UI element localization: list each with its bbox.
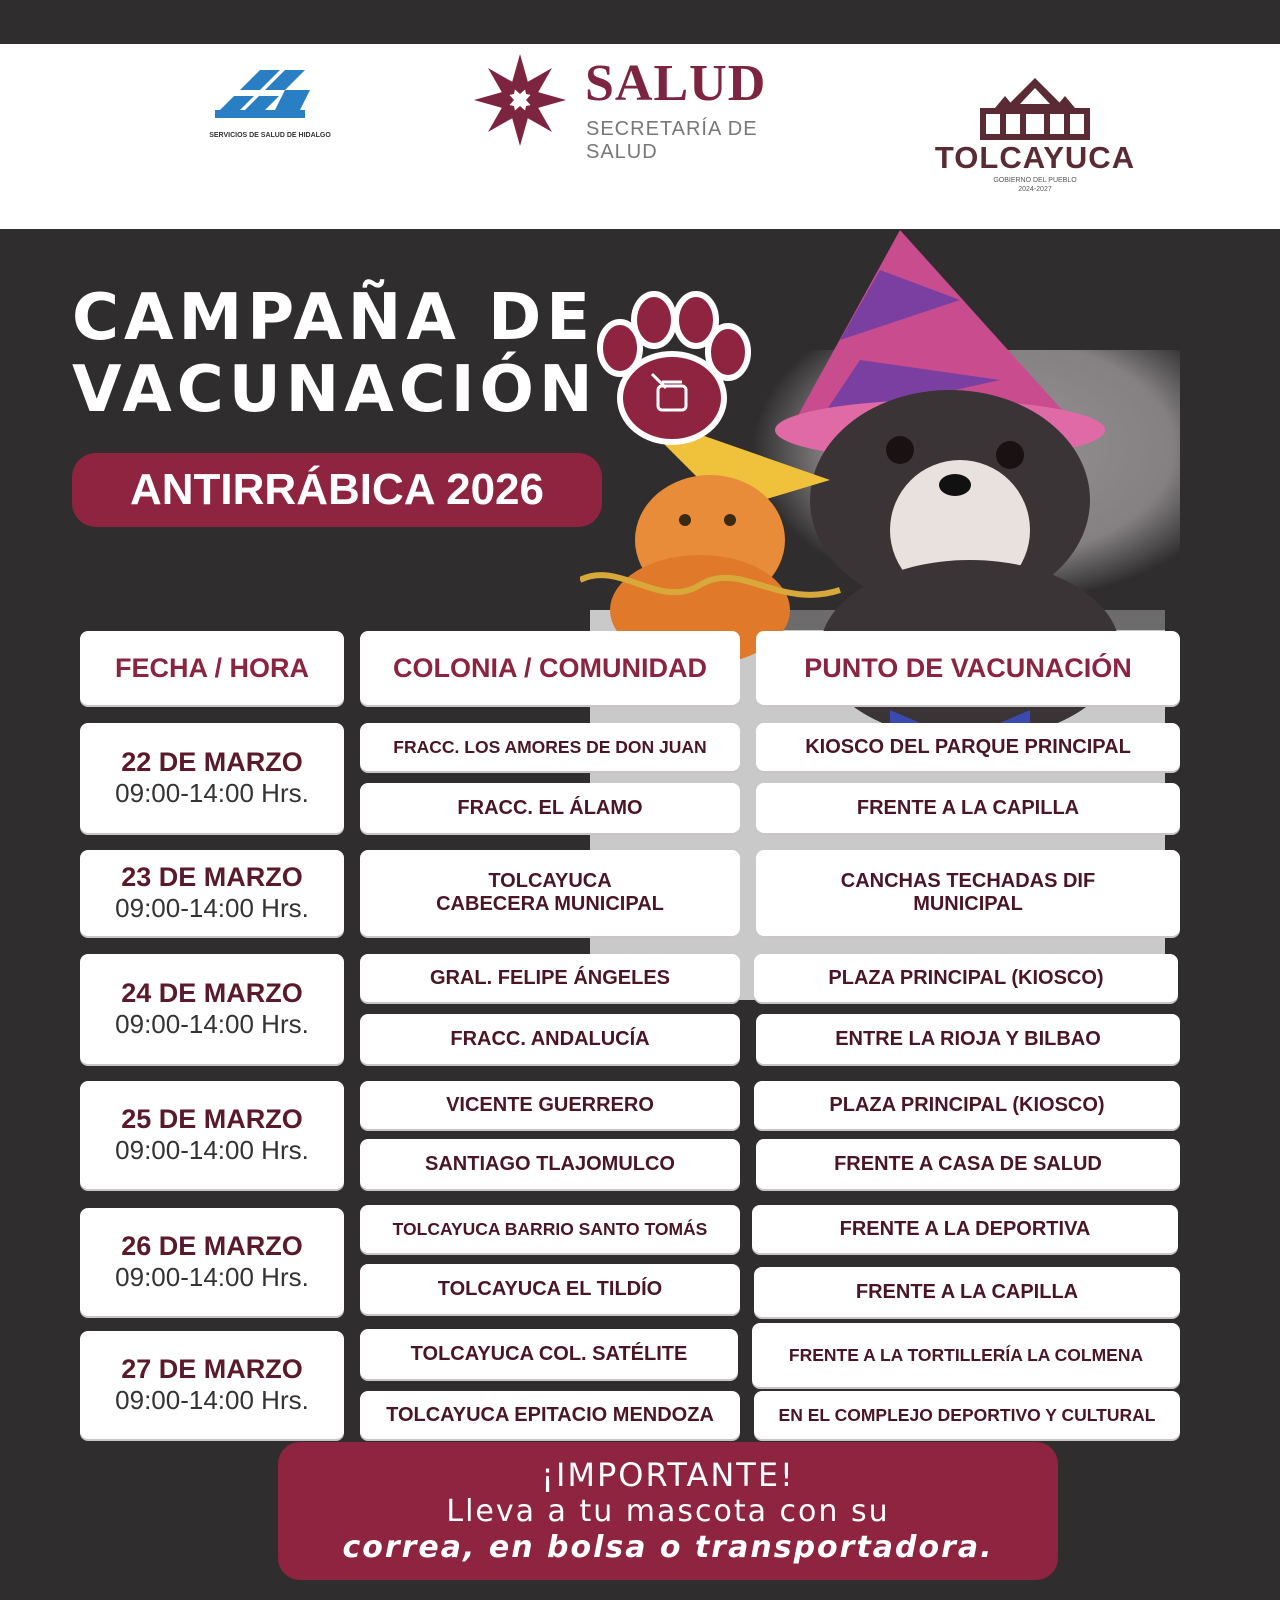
hours-label: 09:00-14:00 Hrs. — [115, 778, 309, 808]
punto-cell: FRENTE A LA DEPORTIVA — [752, 1205, 1178, 1253]
punto-cell: EN EL COMPLEJO DEPORTIVO Y CULTURAL — [754, 1391, 1180, 1439]
tolcayuca-sub1: GOBIERNO DEL PUEBLO — [993, 177, 1077, 184]
punto-cell: PLAZA PRINCIPAL (KIOSCO) — [754, 954, 1178, 1002]
colonia-cell: FRACC. LOS AMORES DE DON JUAN — [360, 723, 740, 771]
title-line2: VACUNACIÓN — [72, 353, 598, 427]
date-label: 24 DE MARZO — [121, 978, 303, 1008]
salud-subtitle: SECRETARÍA DE SALUD — [586, 118, 758, 163]
colonia-cell: GRAL. FELIPE ÁNGELES — [360, 954, 740, 1002]
colonia-cell: TOLCAYUCA BARRIO SANTO TOMÁS — [360, 1205, 740, 1253]
tolcayuca-wordmark: TOLCAYUCA — [934, 140, 1136, 175]
paw-icon — [592, 290, 752, 450]
date-label: 22 DE MARZO — [121, 747, 303, 777]
hours-label: 09:00-14:00 Hrs. — [115, 1385, 309, 1415]
punto-cell: FRENTE A LA CAPILLA — [756, 783, 1180, 833]
date-cell — [80, 1208, 344, 1316]
campaign-title — [72, 282, 598, 426]
colonia-cell: SANTIAGO TLAJOMULCO — [360, 1139, 740, 1189]
date-cell — [80, 850, 344, 936]
punto-line1: CANCHAS TECHADAS DIF — [840, 870, 1096, 892]
ssh-logo-icon — [200, 60, 340, 130]
salud-logo — [470, 50, 830, 163]
hours-label: 09:00-14:00 Hrs. — [115, 893, 309, 923]
colonia-cell: VICENTE GUERRERO — [360, 1081, 740, 1129]
tolcayuca-subtitle — [920, 176, 1150, 194]
date-cell — [80, 1081, 344, 1189]
hours-label: 09:00-14:00 Hrs. — [115, 1262, 309, 1292]
punto-cell: ENTRE LA RIOJA Y BILBAO — [756, 1014, 1180, 1064]
punto-cell — [756, 850, 1180, 936]
hours-label: 09:00-14:00 Hrs. — [115, 1135, 309, 1165]
ssh-logo — [200, 60, 340, 160]
ssh-caption: SERVICIOS DE SALUD DE HIDALGO — [209, 132, 331, 139]
header-punto: PUNTO DE VACUNACIÓN — [756, 631, 1180, 705]
header-colonia: COLONIA / COMUNIDAD — [360, 631, 740, 705]
colonia-cell: TOLCAYUCA EL TILDÍO — [360, 1264, 740, 1314]
date-cell — [80, 1331, 344, 1439]
date-label: 27 DE MARZO — [121, 1354, 303, 1384]
fret-pattern-icon — [920, 30, 1150, 140]
colonia-cell: TOLCAYUCA EPITACIO MENDOZA — [360, 1391, 740, 1439]
tolcayuca-sub2: 2024-2027 — [1018, 186, 1052, 193]
important-title: ¡IMPORTANTE! — [541, 1456, 795, 1494]
salud-wordmark: SALUD — [585, 55, 767, 112]
header-fecha: FECHA / HORA — [80, 631, 344, 705]
punto-line2: MUNICIPAL — [913, 893, 1023, 915]
date-label: 25 DE MARZO — [121, 1104, 303, 1134]
important-line2: correa, en bolsa o transportadora. — [342, 1530, 994, 1565]
date-cell — [80, 954, 344, 1064]
date-cell — [80, 723, 344, 833]
punto-cell: PLAZA PRINCIPAL (KIOSCO) — [754, 1081, 1180, 1129]
punto-cell: FRENTE A LA CAPILLA — [754, 1267, 1180, 1317]
colonia-cell: FRACC. ANDALUCÍA — [360, 1014, 740, 1064]
tolcayuca-logo — [920, 30, 1150, 200]
hours-label: 09:00-14:00 Hrs. — [115, 1009, 309, 1039]
colonia-cell: TOLCAYUCA COL. SATÉLITE — [360, 1329, 738, 1379]
punto-cell: FRENTE A CASA DE SALUD — [756, 1139, 1180, 1189]
punto-cell: KIOSCO DEL PARQUE PRINCIPAL — [756, 723, 1180, 771]
important-notice — [278, 1442, 1058, 1580]
date-label: 23 DE MARZO — [121, 862, 303, 892]
colonia-line1: TOLCAYUCA — [488, 870, 612, 892]
colonia-cell: FRACC. EL ÁLAMO — [360, 783, 740, 833]
punto-cell: FRENTE A LA TORTILLERÍA LA COLMENA — [752, 1323, 1180, 1387]
title-line1: CAMPAÑA DE — [72, 281, 595, 355]
date-label: 26 DE MARZO — [121, 1231, 303, 1261]
colonia-line2: CABECERA MUNICIPAL — [436, 893, 664, 915]
star-icon — [470, 50, 570, 150]
important-line1: Lleva a tu mascota con su — [446, 1494, 890, 1529]
colonia-cell — [360, 850, 740, 936]
subtitle-pill: ANTIRRÁBICA 2026 — [72, 453, 602, 527]
